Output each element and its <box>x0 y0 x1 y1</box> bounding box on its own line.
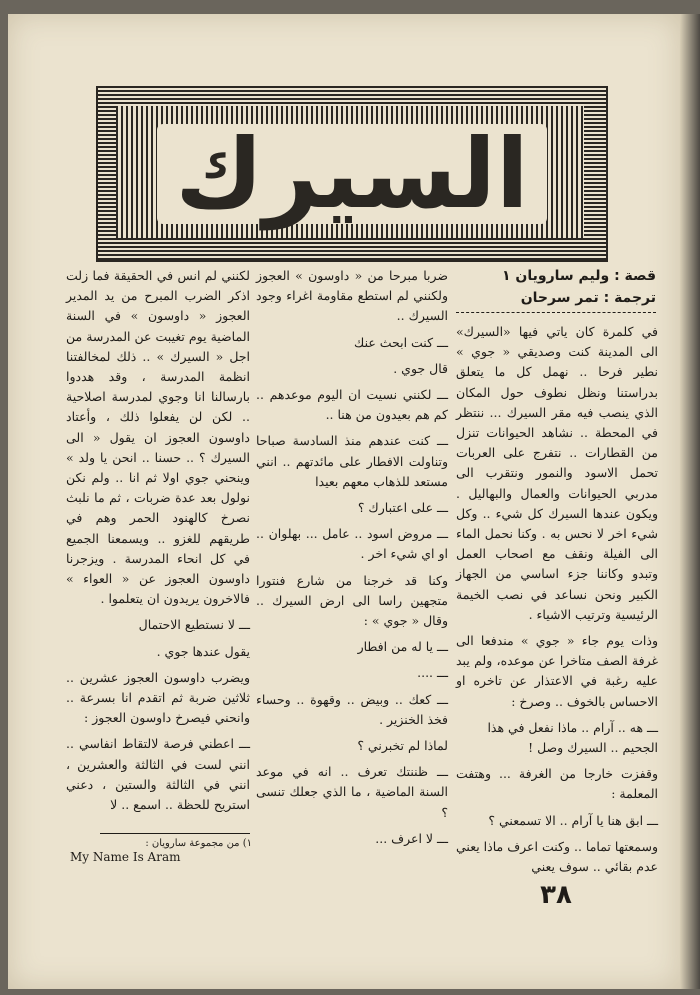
paragraph: وذات يوم جاء « جوي » مندفعا الى غرفة الصف متاخرا عن موعده، ولم يبد عليه رغبة في الاعتذار عن تاخره او الاحساس بالخوف .. وصرخ : <box>456 633 658 709</box>
byline <box>456 265 656 309</box>
paragraph: وكنا قد خرجنا من شارع فنتورا متجهين راسا الى ارض السيرك .. وقال « جوي » : <box>256 572 448 629</box>
paragraph: ـــ كنت عندهم منذ السادسة صباحا وتناولت الافطار على مائدتهم .. انني مستعد للذهاب معهم بعيدا <box>256 433 448 489</box>
paragraph: ـــ مروض اسود .. عامل ... بهلوان .. او اي شيء اخر . <box>256 526 448 562</box>
paragraph: ـــ على اعتبارك ؟ <box>357 500 448 516</box>
paragraph: ـــ يا له من افطار <box>357 639 448 655</box>
paragraph: ـــ اعطني فرصة لالتقاط انفاسي .. انني لست في الثالثة والعشرين ، انني في الثالثة والستين ، دعني استريح للحظة .. اسمع .. لا <box>66 736 250 813</box>
paragraph: ـــ لا نستطيع الاحتمال <box>138 617 250 633</box>
column-middle <box>256 266 448 855</box>
paragraph: ـــ ابق هنا يا آرام .. الا تسمعني ؟ <box>488 812 658 828</box>
paragraph: ضربا مبرحا من « داوسون » العجوز ولكنني لم استطع مقاومة اغراء وجود السيرك .. <box>256 268 448 324</box>
byline-divider <box>456 312 656 313</box>
footnote-english-title: My Name Is Aram <box>70 850 181 864</box>
page-number: ٣٨ <box>540 880 572 910</box>
paragraph: ـــ لا اعرف ... <box>375 830 448 846</box>
paragraph: ويضرب داوسون العجوز عشرين .. ثلاثين ضربة ثم اتقدم انا بسرعة .. وانحني فيصرخ داوسون العجوز : <box>66 669 250 726</box>
paragraph: وسمعتها تماما .. وكنت اعرف ماذا يعني عدم بقائي .. سوف يعني <box>456 838 658 875</box>
author-credit: قصة : وليم سارويان ١ <box>502 268 656 284</box>
paragraph: لماذا لم تخبرني ؟ <box>357 738 448 754</box>
title-wrap <box>98 88 606 260</box>
paragraph: ـــ كنت ابحث عنك <box>354 334 448 350</box>
paragraph: ـــ هه .. آرام .. ماذا نفعل في هذا الجحيم .. السيرك وصل ! <box>487 719 658 756</box>
paragraph: لكنني لم انس في الحقيقة فما زلت اذكر الضرب المبرح من يد المدير العجوز « داوسون » في السنة الماضية يوم تغيبت عن المدرسة من اجل « السيرك » .. ذلك لمخالفتنا انظمة المدرسة ، وقد هددوا بارسالنا انا وجوي لمدرسة اصلاحية .. لكن لن يفعلوا ذلك ، وأعتاد داوسون العجوز ان يقول « الى السيرك ؟ .. حسنا .. انحن يا ولد » وينحني جوي اولا ثم انا .. ولم نكن نولول بعد عدة ضربات ، ثم ما نلبث نصرخ كالهنود الحمر وهم في طريقهم للغزو .. ويسمعنا الجميع في كل انحاء المدرسة . ويزجرنا داوسون العجوز عن « العواء » فالاخرون يريدون ان يتعلموا . <box>66 268 250 607</box>
paragraph: يقول عندها جوي . <box>156 643 250 659</box>
paragraph: ـــ ظننتك تعرف .. انه في موعد السنة الماضية ، ما الذي جعلك تنسى ؟ <box>256 764 448 820</box>
column-right <box>456 322 658 883</box>
column-left <box>66 266 250 821</box>
paragraph: ـــ لكنني نسيت ان اليوم موعدهم .. كم هم بعيدون من هنا .. <box>256 387 448 423</box>
title-banner <box>96 86 608 262</box>
page-edge <box>680 14 700 989</box>
paragraph: ـــ .... <box>417 665 448 681</box>
footnote-divider <box>100 833 250 834</box>
footnote: ١) من مجموعة سارويان : <box>145 838 252 849</box>
translator-credit: ترجمة : تمر سرحان <box>520 290 656 306</box>
paragraph: ـــ كعك .. وبيض .. وقهوة .. وحساء فخذ الخنزير . <box>256 691 448 727</box>
paragraph: قال جوي . <box>393 360 448 376</box>
paragraph: وقفزت خارجا من الغرفة ... وهتفت المعلمة : <box>456 766 658 802</box>
paragraph: في كلمرة كان ياتي فيها «السيرك» الى المدينة كنت وصديقي « جوي » نطير فرحا .. نهمل كل ما يتعلق بدراستنا ونظل نطوف حول المكان الذي ينصب فيه مقر السيرك ... ننتظر في المحطة .. نشاهد الحيوانات تنزل من القطارات .. نتفرج على العربات تحمل الاسود والنمور ونتقرب الى مدربي الحيوانات والعمال والبهاليل . ويكون عندها السيرك كل شيء .. وكل شيء اخر لا نحس به . وكنا نحمل الماء الى الفيلة ونقف مع اصحاب العمل وتبدو وكاننا جزء اساسي من الجهاز الكبير ونحن نساعد في نصب الخيمة الرئيسية وترتيب الاشياء . <box>456 324 658 622</box>
story-title: السيرك <box>157 124 547 225</box>
